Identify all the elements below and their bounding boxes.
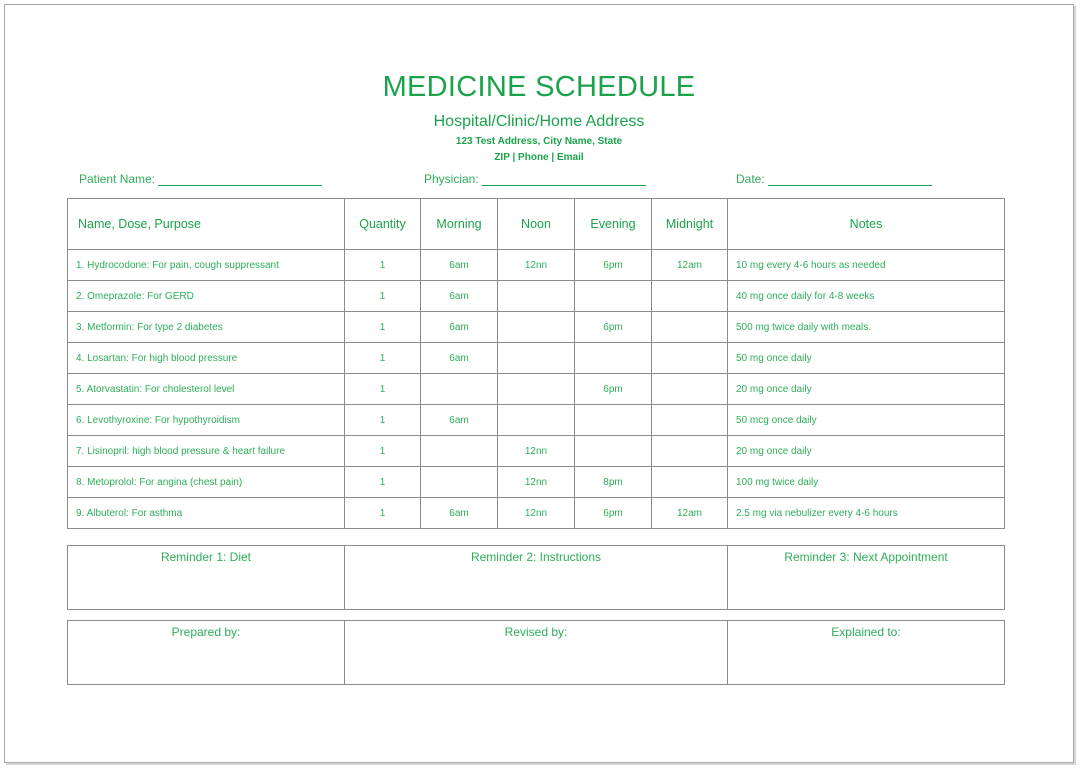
reminder-instructions-cell[interactable] xyxy=(345,546,728,610)
morning-cell[interactable] xyxy=(421,467,498,498)
evening-cell[interactable]: 6pm xyxy=(575,498,652,529)
morning-cell[interactable]: 6am xyxy=(421,281,498,312)
patient-name-label: Patient Name: xyxy=(79,172,156,186)
date-field[interactable] xyxy=(736,172,932,186)
table-row xyxy=(68,498,1005,529)
noon-cell[interactable]: 12nn xyxy=(498,436,575,467)
medicine-cell[interactable]: 6. Levothyroxine: For hypothyroidism xyxy=(68,405,345,436)
evening-cell[interactable]: 8pm xyxy=(575,467,652,498)
evening-cell[interactable]: 6pm xyxy=(575,374,652,405)
evening-cell[interactable] xyxy=(575,405,652,436)
medicine-cell[interactable]: 8. Metoprolol: For angina (chest pain) xyxy=(68,467,345,498)
revised-by-cell[interactable] xyxy=(345,621,728,685)
quantity-cell[interactable]: 1 xyxy=(345,281,421,312)
prepared-by-cell[interactable] xyxy=(68,621,345,685)
midnight-cell[interactable] xyxy=(652,281,728,312)
evening-cell[interactable]: 6pm xyxy=(575,250,652,281)
physician-line[interactable] xyxy=(482,173,646,186)
quantity-cell[interactable]: 1 xyxy=(345,467,421,498)
midnight-cell[interactable]: 12am xyxy=(652,250,728,281)
quantity-cell[interactable]: 1 xyxy=(345,405,421,436)
medicine-cell[interactable]: 5. Atorvastatin: For cholesterol level xyxy=(68,374,345,405)
notes-cell[interactable]: 10 mg every 4-6 hours as needed xyxy=(728,250,1005,281)
physician-field[interactable] xyxy=(424,172,646,186)
notes-cell[interactable]: 20 mg once daily xyxy=(728,436,1005,467)
medicine-schedule-table xyxy=(67,198,1005,529)
midnight-cell[interactable] xyxy=(652,405,728,436)
midnight-cell[interactable] xyxy=(652,436,728,467)
notes-cell[interactable]: 40 mg once daily for 4-8 weeks xyxy=(728,281,1005,312)
morning-cell[interactable] xyxy=(421,374,498,405)
patient-name-line[interactable] xyxy=(158,173,322,186)
evening-cell[interactable] xyxy=(575,343,652,374)
quantity-cell[interactable]: 1 xyxy=(345,343,421,374)
quantity-cell[interactable]: 1 xyxy=(345,312,421,343)
table-row xyxy=(68,374,1005,405)
column-header-noon: Noon xyxy=(498,199,575,250)
document-subtitle: Hospital/Clinic/Home Address xyxy=(433,113,645,130)
evening-cell[interactable] xyxy=(575,436,652,467)
notes-cell[interactable]: 100 mg twice daily xyxy=(728,467,1005,498)
table-row xyxy=(68,250,1005,281)
document-title: MEDICINE SCHEDULE xyxy=(382,71,696,103)
notes-cell[interactable]: 500 mg twice daily with meals. xyxy=(728,312,1005,343)
quantity-cell[interactable]: 1 xyxy=(345,436,421,467)
evening-cell[interactable] xyxy=(575,281,652,312)
noon-cell[interactable] xyxy=(498,312,575,343)
notes-cell[interactable]: 50 mcg once daily xyxy=(728,405,1005,436)
medicine-cell[interactable]: 2. Omeprazole: For GERD xyxy=(68,281,345,312)
column-header-morning: Morning xyxy=(421,199,498,250)
medicine-cell[interactable]: 3. Metformin: For type 2 diabetes xyxy=(68,312,345,343)
morning-cell[interactable]: 6am xyxy=(421,312,498,343)
reminder-diet-label: Reminder 1: Diet xyxy=(160,550,252,564)
medicine-cell[interactable]: 9. Albuterol: For asthma xyxy=(68,498,345,529)
column-header-quantity: Quantity xyxy=(345,199,421,250)
address-line: 123 Test Address, City Name, State xyxy=(455,136,623,147)
midnight-cell[interactable] xyxy=(652,467,728,498)
table-row xyxy=(68,467,1005,498)
reminder-instructions-label: Reminder 2: Instructions xyxy=(470,550,602,564)
contact-line: ZIP | Phone | Email xyxy=(494,152,584,163)
table-header-row xyxy=(68,199,1005,250)
medicine-cell[interactable]: 7. Lisinopril: high blood pressure & heart failure xyxy=(68,436,345,467)
table-row xyxy=(68,436,1005,467)
notes-cell[interactable]: 20 mg once daily xyxy=(728,374,1005,405)
morning-cell[interactable]: 6am xyxy=(421,250,498,281)
noon-cell[interactable]: 12nn xyxy=(498,467,575,498)
medicine-cell[interactable]: 4. Losartan: For high blood pressure xyxy=(68,343,345,374)
patient-name-field[interactable] xyxy=(79,172,322,186)
date-line[interactable] xyxy=(768,173,932,186)
reminder-appointment-label: Reminder 3: Next Appointment xyxy=(784,550,948,564)
noon-cell[interactable]: 12nn xyxy=(498,498,575,529)
explained-to-cell[interactable] xyxy=(728,621,1005,685)
prepared-by-label: Prepared by: xyxy=(171,625,241,639)
notes-cell[interactable]: 50 mg once daily xyxy=(728,343,1005,374)
medicine-cell[interactable]: 1. Hydrocodone: For pain, cough suppressant xyxy=(68,250,345,281)
midnight-cell[interactable] xyxy=(652,343,728,374)
noon-cell[interactable] xyxy=(498,281,575,312)
column-header-evening: Evening xyxy=(575,199,652,250)
noon-cell[interactable] xyxy=(498,374,575,405)
morning-cell[interactable] xyxy=(421,436,498,467)
morning-cell[interactable]: 6am xyxy=(421,498,498,529)
column-header-midnight: Midnight xyxy=(652,199,728,250)
morning-cell[interactable]: 6am xyxy=(421,405,498,436)
column-header-notes: Notes xyxy=(728,199,1005,250)
quantity-cell[interactable]: 1 xyxy=(345,498,421,529)
reminder-appointment-cell[interactable] xyxy=(728,546,1005,610)
physician-label: Physician: xyxy=(424,172,479,186)
quantity-cell[interactable]: 1 xyxy=(345,374,421,405)
morning-cell[interactable]: 6am xyxy=(421,343,498,374)
midnight-cell[interactable]: 12am xyxy=(652,498,728,529)
table-row xyxy=(68,343,1005,374)
midnight-cell[interactable] xyxy=(652,312,728,343)
noon-cell[interactable] xyxy=(498,343,575,374)
table-row xyxy=(68,281,1005,312)
quantity-cell[interactable]: 1 xyxy=(345,250,421,281)
midnight-cell[interactable] xyxy=(652,374,728,405)
table-row xyxy=(68,312,1005,343)
date-label: Date: xyxy=(736,172,765,186)
signoff-box xyxy=(67,620,1005,685)
reminder-diet-cell[interactable] xyxy=(68,546,345,610)
explained-to-label: Explained to: xyxy=(831,625,901,639)
noon-cell[interactable]: 12nn xyxy=(498,250,575,281)
noon-cell[interactable] xyxy=(498,405,575,436)
revised-by-label: Revised by: xyxy=(504,625,568,639)
table-row xyxy=(68,405,1005,436)
evening-cell[interactable]: 6pm xyxy=(575,312,652,343)
reminders-box xyxy=(67,545,1005,610)
notes-cell[interactable]: 2.5 mg via nebulizer every 4-6 hours xyxy=(728,498,1005,529)
column-header-name: Name, Dose, Purpose xyxy=(68,199,345,250)
